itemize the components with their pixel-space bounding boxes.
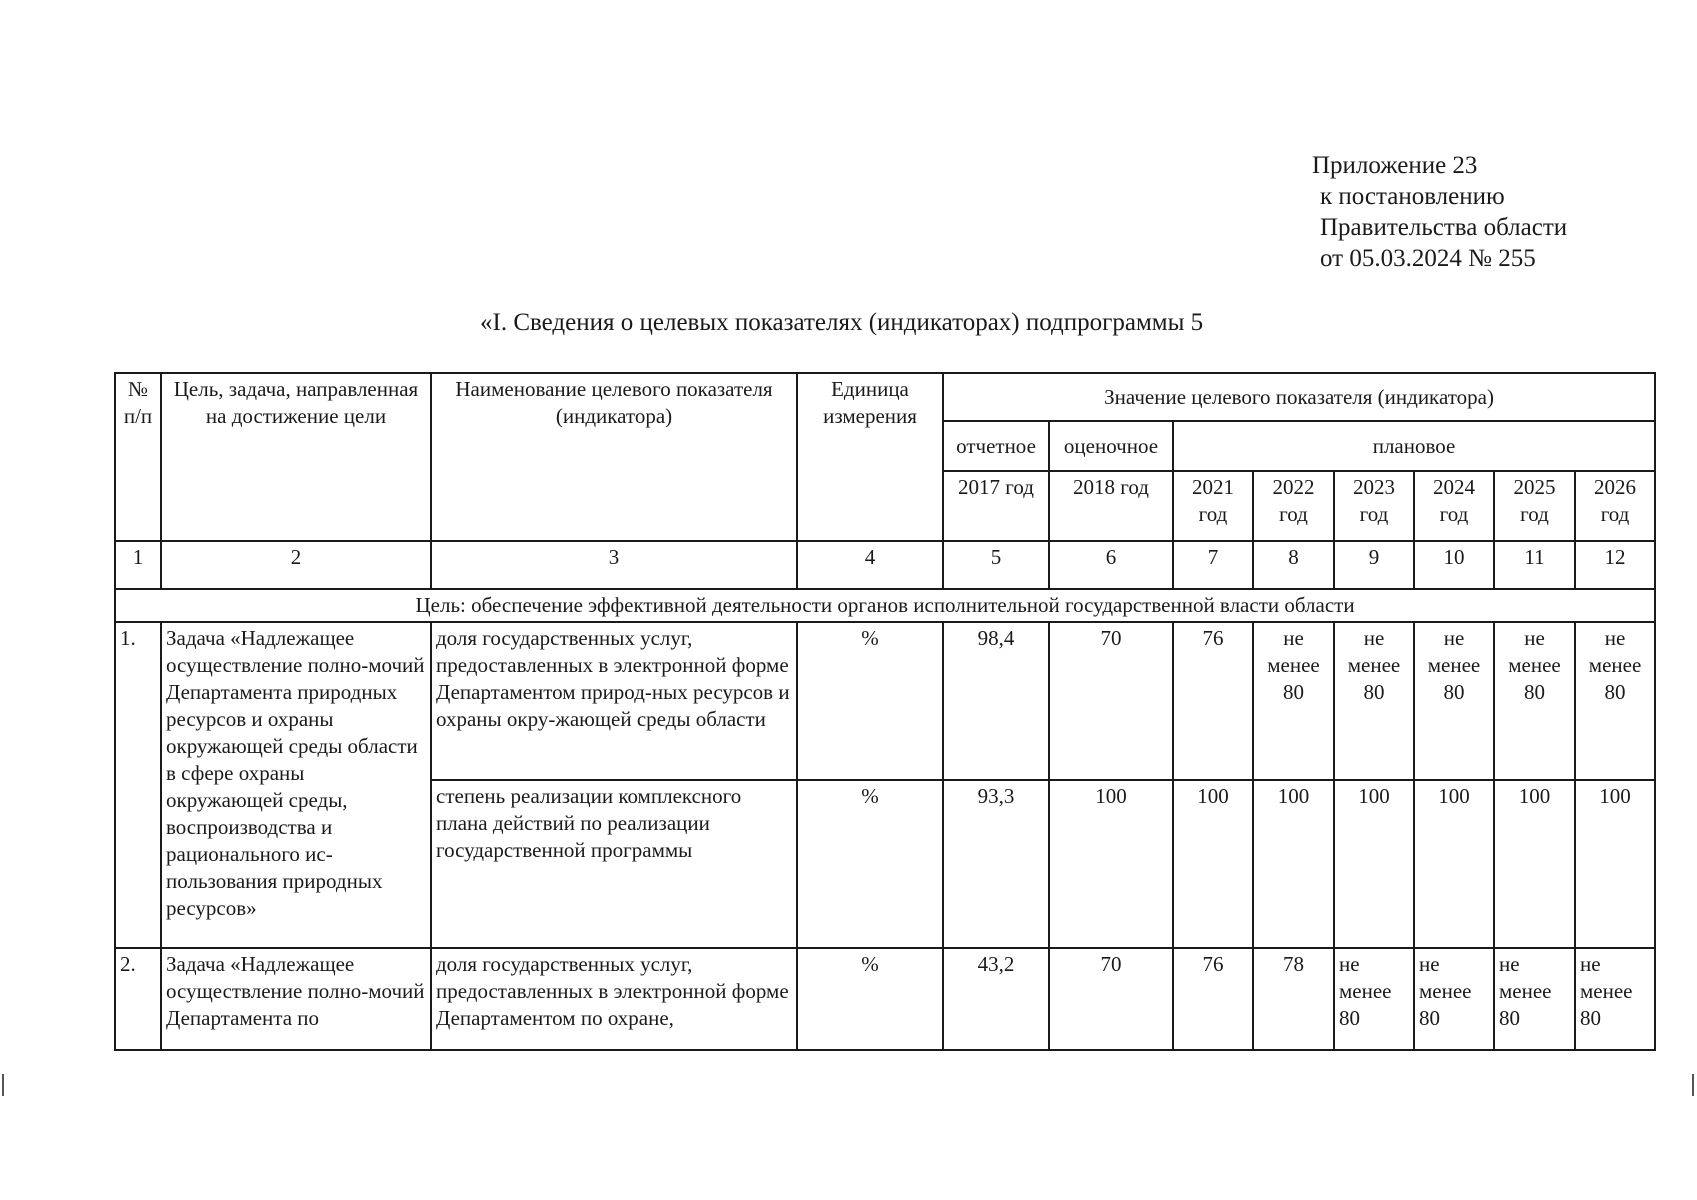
appendix-block [1312, 150, 1567, 274]
header-unit: Единица измерения [797, 373, 943, 541]
value-2017: 93,3 [943, 780, 1049, 948]
row-number: 2. [115, 948, 161, 1050]
column-number: 9 [1334, 541, 1414, 589]
header-year-2023: 2023 год [1334, 471, 1414, 541]
column-number: 4 [797, 541, 943, 589]
header-planned: плановое [1173, 421, 1655, 471]
header-year-2025: 2025 год [1494, 471, 1575, 541]
header-year-2017: 2017 год [943, 471, 1049, 541]
column-number: 6 [1049, 541, 1173, 589]
column-number: 11 [1494, 541, 1575, 589]
value-2025: не менее 80 [1494, 622, 1575, 780]
scan-margin-mark-right [1692, 1074, 1694, 1096]
value-2018: 70 [1049, 622, 1173, 780]
appendix-line-1: Приложение 23 [1312, 152, 1478, 179]
column-number: 1 [115, 541, 161, 589]
task-cell: Задача «Надлежащее осуществление полно-мочий Департамента природных ресурсов и охраны окружающей среды области в сфере охраны окружающей среды, воспроизводства и рационального ис-пользования природных ресурсов» [161, 622, 431, 948]
header-year-2021: 2021 год [1173, 471, 1253, 541]
indicators-table [114, 372, 1656, 1051]
header-year-2018: 2018 год [1049, 471, 1173, 541]
header-num: № п/п [115, 373, 161, 541]
indicator-name: степень реализации комплексного плана действий по реализации государственной программы [431, 780, 797, 948]
column-number: 2 [161, 541, 431, 589]
header-reported: отчетное [943, 421, 1049, 471]
value-2023: не менее 80 [1334, 622, 1414, 780]
value-2026: не менее 80 [1575, 622, 1655, 780]
value-2023: не менее 80 [1334, 948, 1414, 1050]
value-2022: не менее 80 [1253, 622, 1334, 780]
indicator-unit: % [797, 780, 943, 948]
value-2024: не менее 80 [1414, 948, 1494, 1050]
column-number: 3 [431, 541, 797, 589]
value-2021: 100 [1173, 780, 1253, 948]
value-2024: 100 [1414, 780, 1494, 948]
header-goal: Цель, задача, направленная на достижение цели [161, 373, 431, 541]
value-2026: 100 [1575, 780, 1655, 948]
header-year-2026: 2026 год [1575, 471, 1655, 541]
appendix-line-2: к постановлению [1320, 183, 1505, 210]
indicator-unit: % [797, 948, 943, 1050]
indicator-name: доля государственных услуг, предоставленных в электронной форме Департаментом природ-ных ресурсов и охраны окру-жающей среды области [431, 622, 797, 780]
value-2018: 100 [1049, 780, 1173, 948]
value-2022: 78 [1253, 948, 1334, 1050]
column-number: 5 [943, 541, 1049, 589]
value-2017: 43,2 [943, 948, 1049, 1050]
scan-margin-mark-left [2, 1074, 4, 1096]
value-2025: не менее 80 [1494, 948, 1575, 1050]
indicator-name: доля государственных услуг, предоставленных в электронной форме Департаментом по охране, [431, 948, 797, 1050]
appendix-line-3: Правительства области [1320, 214, 1568, 241]
value-2022: 100 [1253, 780, 1334, 948]
value-2024: не менее 80 [1414, 622, 1494, 780]
header-year-2022: 2022 год [1253, 471, 1334, 541]
header-year-2024: 2024 год [1414, 471, 1494, 541]
goal-row: Цель: обеспечение эффективной деятельности органов исполнительной государственной власти области [115, 589, 1655, 622]
task-cell: Задача «Надлежащее осуществление полно-мочий Департамента по [161, 948, 431, 1050]
value-2021: 76 [1173, 622, 1253, 780]
row-number: 1. [115, 622, 161, 948]
document-title: «I. Сведения о целевых показателях (индикаторах) подпрограммы 5 [480, 309, 1204, 336]
column-number: 7 [1173, 541, 1253, 589]
indicator-unit: % [797, 622, 943, 780]
column-number: 8 [1253, 541, 1334, 589]
value-2017: 98,4 [943, 622, 1049, 780]
column-number: 12 [1575, 541, 1655, 589]
value-2025: 100 [1494, 780, 1575, 948]
header-estimated: оценочное [1049, 421, 1173, 471]
value-2018: 70 [1049, 948, 1173, 1050]
header-value: Значение целевого показателя (индикатора) [943, 373, 1655, 421]
appendix-line-4: от 05.03.2024 № 255 [1320, 245, 1536, 272]
value-2023: 100 [1334, 780, 1414, 948]
column-number: 10 [1414, 541, 1494, 589]
value-2026: не менее 80 [1575, 948, 1655, 1050]
header-indicator: Наименование целевого показателя (индикатора) [431, 373, 797, 541]
value-2021: 76 [1173, 948, 1253, 1050]
